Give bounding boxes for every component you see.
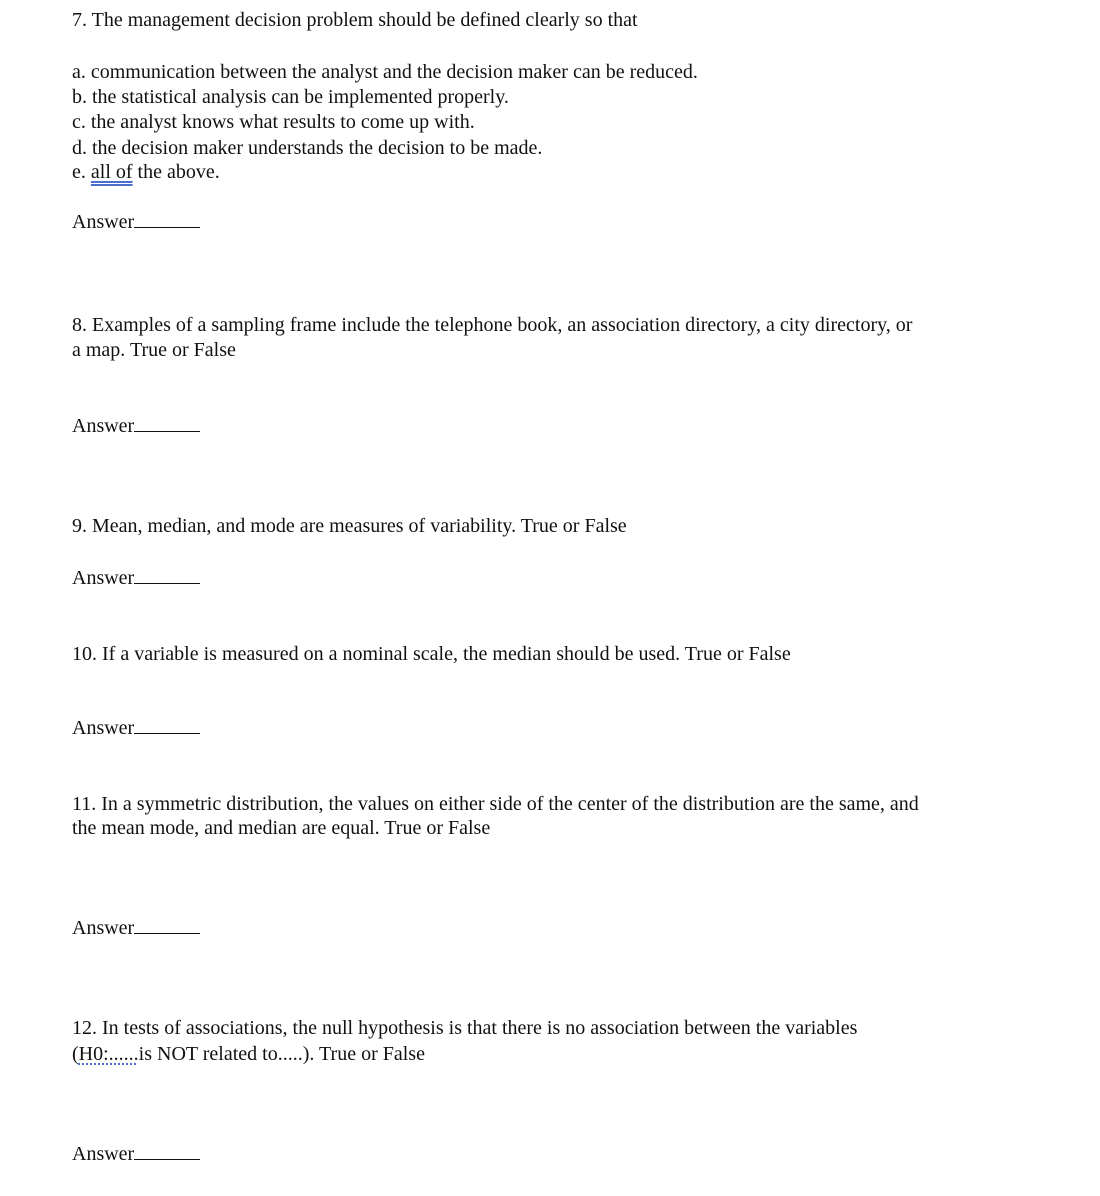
question-12-text-line1: 12. In tests of associations, the null hypothesis is that there is no association between the variables — [72, 1017, 858, 1039]
question-7-option-b: b. the statistical analysis can be implemented properly. — [72, 86, 509, 108]
question-7-option-e — [72, 160, 220, 185]
line2-suffix: is NOT related to.....). True or False — [138, 1043, 425, 1065]
question-9-text: 9. Mean, median, and mode are measures of variability. True or False — [72, 515, 627, 537]
question-11-text-line1: 11. In a symmetric distribution, the values on either side of the center of the distribution are the same, and — [72, 793, 919, 815]
option-e-suffix: the above. — [132, 161, 220, 183]
question-7-option-a: a. communication between the analyst and the decision maker can be reduced. — [72, 61, 698, 83]
question-8-text-line2: a map. True or False — [72, 339, 236, 361]
grammar-marked-text: all of — [90, 161, 133, 183]
answer-label: Answer — [72, 567, 135, 589]
answer-blank[interactable] — [134, 717, 200, 734]
answer-label: Answer — [72, 415, 135, 437]
question-8-answer — [72, 414, 200, 439]
answer-blank[interactable] — [134, 211, 200, 228]
line2-prefix: ( — [72, 1043, 79, 1065]
question-8-text-line1: 8. Examples of a sampling frame include the telephone book, an association directory, a city directory, or — [72, 314, 913, 336]
answer-blank[interactable] — [134, 1143, 200, 1160]
question-10-answer — [72, 716, 200, 741]
answer-blank[interactable] — [134, 415, 200, 432]
question-7-text: 7. The management decision problem should be defined clearly so that — [72, 9, 638, 31]
answer-blank[interactable] — [134, 567, 200, 584]
answer-label: Answer — [72, 717, 135, 739]
answer-label: Answer — [72, 1143, 135, 1165]
question-7-option-c: c. the analyst knows what results to come up with. — [72, 111, 475, 133]
question-9-answer — [72, 566, 200, 591]
question-7-answer — [72, 210, 200, 235]
option-e-prefix: e. — [72, 161, 91, 183]
question-12-answer — [72, 1142, 200, 1167]
question-7-option-d: d. the decision maker understands the decision to be made. — [72, 137, 543, 159]
answer-blank[interactable] — [134, 917, 200, 934]
answer-label: Answer — [72, 211, 135, 233]
question-11-text-line2: the mean mode, and median are equal. True or False — [72, 817, 491, 839]
grammar-marked-text: H0:...... — [78, 1043, 139, 1065]
question-11-answer — [72, 916, 200, 941]
answer-label: Answer — [72, 917, 135, 939]
question-12-text-line2 — [72, 1042, 425, 1067]
question-10-text: 10. If a variable is measured on a nominal scale, the median should be used. True or False — [72, 643, 791, 665]
